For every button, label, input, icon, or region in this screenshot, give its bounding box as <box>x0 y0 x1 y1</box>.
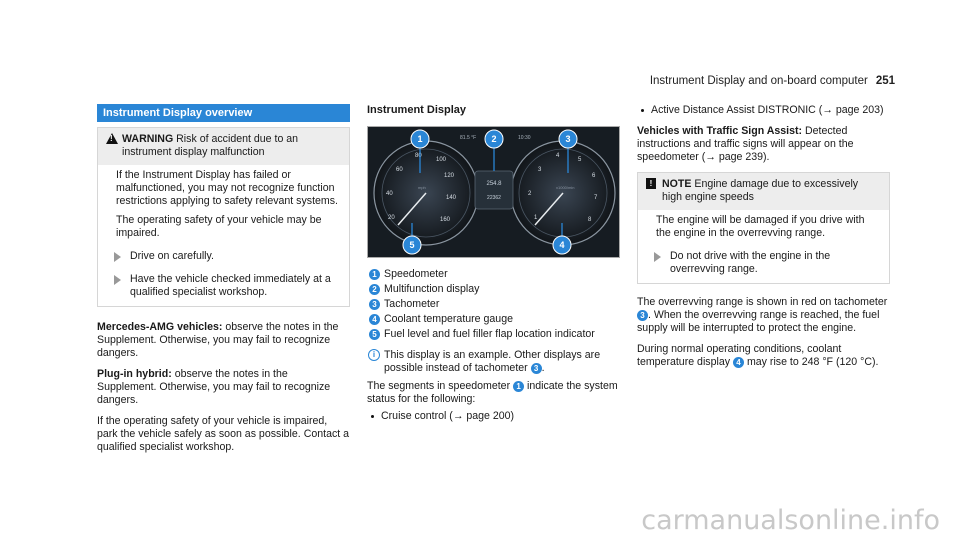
note-box <box>637 172 890 284</box>
tsa-paragraph <box>637 125 890 164</box>
rpm-tick: 7 <box>594 195 598 201</box>
overrev-text-b: . When the overrevving range is reached, the fuel supply will be interrupted to protect the engine. <box>637 309 880 334</box>
speed-tick: 80 <box>415 153 422 159</box>
step-arrow-icon <box>114 252 121 262</box>
step-arrow-icon <box>654 252 661 262</box>
legend-item <box>367 328 620 341</box>
step-text: Do not drive with the engine in the overrevving range. <box>670 250 831 275</box>
clock: 10:30 <box>518 135 531 141</box>
legend-text: Tachometer <box>384 298 440 310</box>
rpm-unit: x1000/min <box>556 185 575 190</box>
column-right <box>637 104 890 369</box>
coolant-num: 4 <box>733 357 744 368</box>
warning-step-1 <box>106 250 341 263</box>
center-value-2: 22362 <box>487 195 501 201</box>
legend-num: 1 <box>369 269 380 280</box>
tsa-label: Vehicles with Traffic Sign Assist: <box>637 125 803 137</box>
callout-4: 4 <box>559 240 565 250</box>
speed-tick: 100 <box>436 157 447 163</box>
note-body-text: The engine will be damaged if you drive with the engine in the overrevving range. <box>656 214 865 239</box>
segments-paragraph <box>367 380 620 406</box>
note-body <box>638 210 889 283</box>
segments-text-a: The segments in speedometer <box>367 380 511 392</box>
rpm-tick: 3 <box>538 167 542 173</box>
legend-text: Multifunction display <box>384 283 480 295</box>
segments-text-b: indicate the system status for the following: <box>367 380 618 405</box>
legend-item <box>367 268 620 281</box>
mph-unit: mph <box>418 185 426 190</box>
warning-step-2 <box>106 273 341 299</box>
note-header <box>638 173 889 210</box>
multifunction-display <box>475 171 513 209</box>
overrev-paragraph <box>637 296 890 335</box>
legend-item <box>367 298 620 311</box>
speed-tick: 160 <box>440 217 451 223</box>
warning-label: WARNING <box>122 133 174 145</box>
speed-tick: 60 <box>396 167 403 173</box>
legend-num: 3 <box>369 299 380 310</box>
cluster-svg <box>368 127 620 258</box>
tsa-text: Detected instructions and traffic signs will appear on the speedometer (→ page 239). <box>637 125 854 163</box>
info-note: i This display is an example. Other displays are possible instead of tachometer 3 . <box>367 349 620 375</box>
legend-item <box>367 283 620 296</box>
note-label: NOTE <box>662 178 692 190</box>
outside-temp: 81.5 °F <box>460 135 477 141</box>
info-num: 3 <box>531 363 542 374</box>
callout-1: 1 <box>417 134 423 144</box>
legend-text: Fuel level and fuel filler flap location indicator <box>384 328 595 340</box>
page-header <box>650 75 895 88</box>
step-arrow-icon <box>114 275 121 285</box>
hybrid-text: observe the notes in the Supplement. Otherwise, you may fail to recognize dangers. <box>97 368 331 406</box>
hybrid-paragraph <box>97 368 350 407</box>
speed-tick: 120 <box>444 173 455 179</box>
callout-5: 5 <box>409 240 415 250</box>
instrument-display-title: Instrument Display <box>367 104 467 116</box>
rpm-tick: 5 <box>578 157 582 163</box>
legend-text: Speedometer <box>384 268 448 280</box>
note-head-text: Engine damage due to excessively high engine speeds <box>662 178 859 203</box>
legend-num: 2 <box>369 284 380 295</box>
instrument-cluster-image <box>367 126 620 258</box>
hybrid-label: Plug-in hybrid: <box>97 368 172 380</box>
overrev-num: 3 <box>637 310 648 321</box>
amg-text: observe the notes in the Supplement. Otherwise, you may fail to recognize dangers. <box>97 321 339 359</box>
rpm-tick: 2 <box>528 191 532 197</box>
step-text: Have the vehicle checked immediately at a qualified specialist workshop. <box>130 273 331 298</box>
coolant-text-b: may rise to 248 °F (120 °C). <box>746 356 879 368</box>
bullet-distronic: Active Distance Assist DISTRONIC (→ page 203) <box>637 104 890 117</box>
rpm-tick: 8 <box>588 217 592 223</box>
closing-paragraph: If the operating safety of your vehicle is impaired, park the vehicle safely as soon as possible. Contact a qualified specialist workshop. <box>97 415 350 453</box>
warning-box <box>97 127 350 307</box>
legend-list <box>367 268 620 423</box>
page-number: 251 <box>875 75 895 87</box>
bullet-cruise: Cruise control (→ page 200) <box>367 410 620 423</box>
warning-head-text: Risk of accident due to an instrument display malfunction <box>122 133 299 158</box>
rpm-tick: 4 <box>556 153 560 159</box>
info-text: This display is an example. Other displays are possible instead of tachometer <box>384 349 601 374</box>
rpm-tick: 1 <box>534 215 538 221</box>
callout-3: 3 <box>565 134 571 144</box>
header-title: Instrument Display and on-board computer <box>649 75 868 87</box>
warning-para-2: The operating safety of your vehicle may be impaired. <box>116 214 322 239</box>
warning-para-1: If the Instrument Display has failed or malfunctioned, you may not recognize function restrictions applying to safety relevant systems. <box>116 169 338 207</box>
callout-2: 2 <box>491 134 497 144</box>
amg-paragraph <box>97 321 350 360</box>
speed-tick: 40 <box>386 191 393 197</box>
step-text: Drive on carefully. <box>130 250 214 262</box>
segments-num: 1 <box>513 381 524 392</box>
watermark: carmanualsonline.info <box>641 505 940 533</box>
overrev-text-a: The overrevving range is shown in red on tachometer <box>637 296 888 308</box>
center-value: 254.8 <box>486 181 502 187</box>
section-title: Instrument Display overview <box>97 104 350 122</box>
coolant-text-a: During normal operating conditions, coolant temperature display <box>637 343 842 368</box>
warning-body <box>98 165 349 306</box>
info-icon: i <box>368 349 380 361</box>
rpm-tick: 6 <box>592 173 596 179</box>
coolant-paragraph <box>637 343 890 369</box>
warning-header <box>98 128 349 165</box>
legend-num: 5 <box>369 329 380 340</box>
amg-label: Mercedes-AMG vehicles: <box>97 321 223 333</box>
speed-tick: 20 <box>388 215 395 221</box>
warning-triangle-icon <box>106 133 118 144</box>
legend-item <box>367 313 620 326</box>
speed-tick: 140 <box>446 195 457 201</box>
column-left <box>97 104 350 454</box>
column-middle <box>367 104 620 117</box>
legend-text: Coolant temperature gauge <box>384 313 513 325</box>
legend-num: 4 <box>369 314 380 325</box>
note-exclamation-icon: ! <box>646 178 656 189</box>
note-step <box>646 250 881 276</box>
